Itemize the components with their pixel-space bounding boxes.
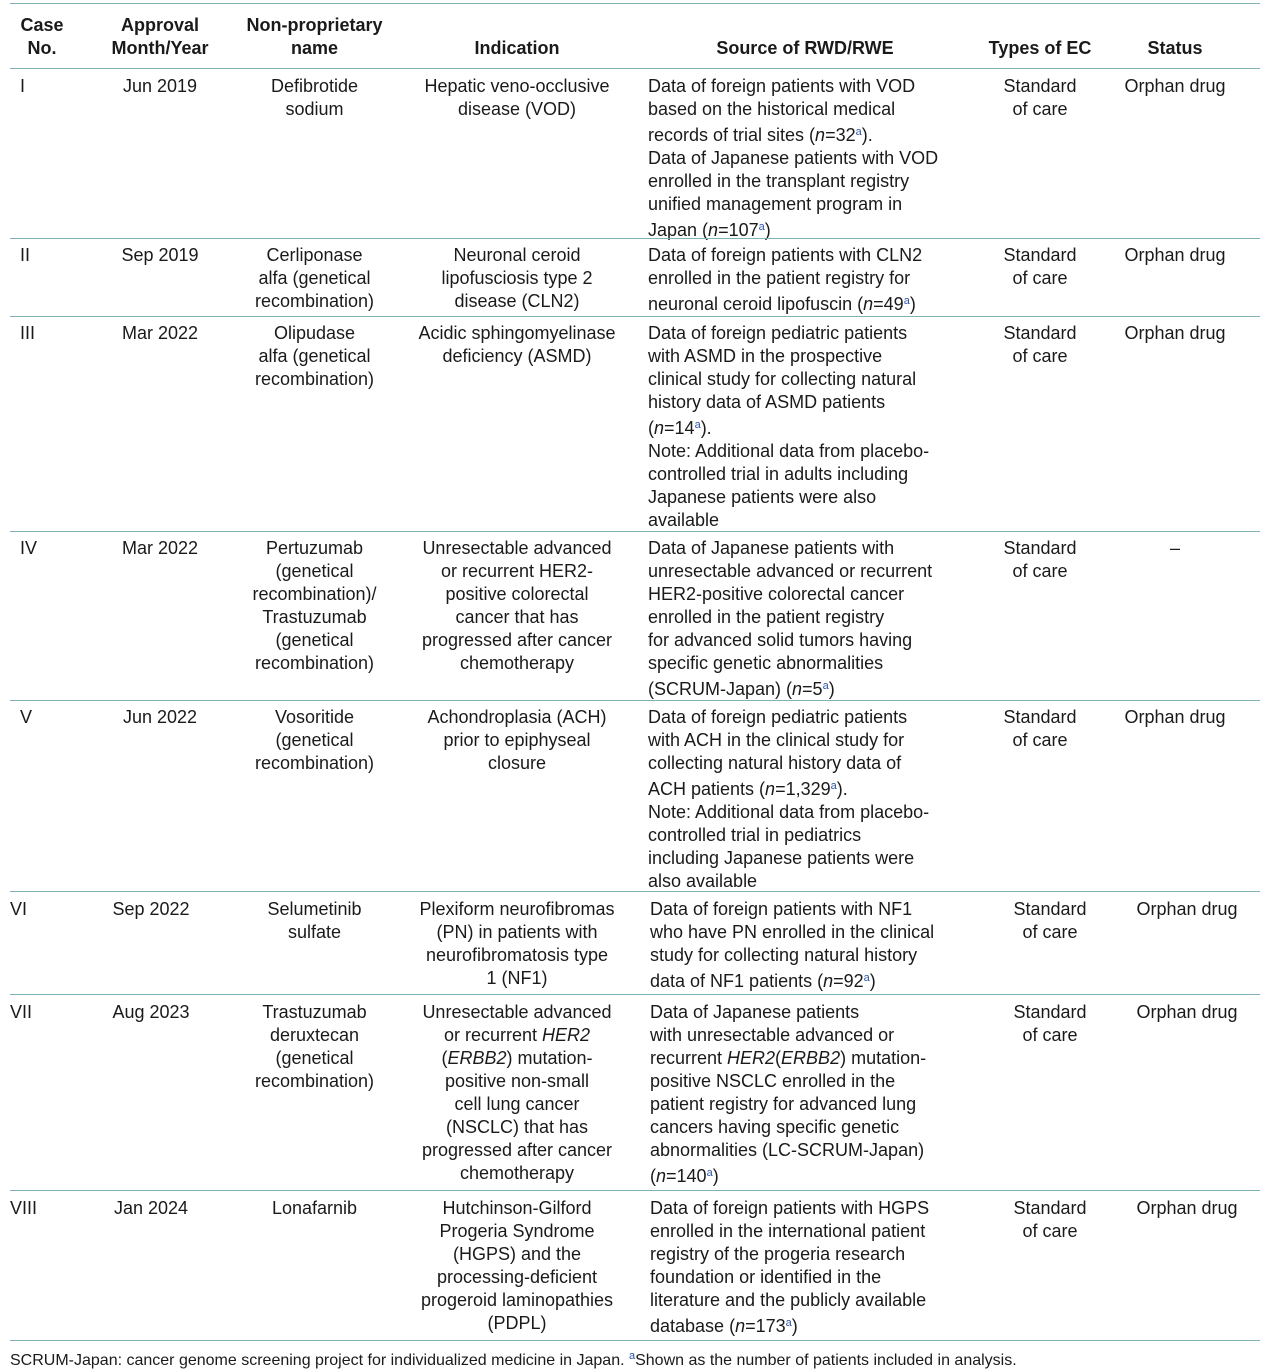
cell-status: Orphan drug xyxy=(1124,245,1226,265)
row-rule xyxy=(10,700,1260,701)
cell-status: Orphan drug xyxy=(1136,899,1238,919)
header-indication: Indication xyxy=(474,38,560,58)
cell-approval: Mar 2022 xyxy=(121,323,199,343)
cell-ec: Standard of care xyxy=(1003,323,1077,366)
cell-indication: Hepatic veno-occlusive disease (VOD) xyxy=(424,76,610,119)
cell-name: Trastuzumab deruxtecan (genetical recombination) xyxy=(254,1002,375,1091)
cell-case: III xyxy=(20,323,36,343)
cell-status: Orphan drug xyxy=(1136,1198,1238,1218)
header-approval: Approval Month/Year xyxy=(111,15,209,58)
cell-source: Data of Japanese patients with unresectable advanced or recurrent HER2-positive colorectal cancer enrolled in the patient registry for advanced solid tumors having specific genetic abnormalities (SCRUM-Japan) $(n=5^a)$ xyxy=(648,538,933,699)
row-rule xyxy=(10,994,1260,995)
cell-indication: Unresectable advanced or recurrent HER2- positive colorectal cancer that has progressed after cancer chemotherapy xyxy=(421,538,613,673)
cell-ec: Standard of care xyxy=(1003,707,1077,750)
cell-name: Vosoritide (genetical recombination) xyxy=(254,707,375,773)
cell-case: VI xyxy=(10,899,28,919)
cell-name: Lonafarnib xyxy=(271,1198,358,1218)
row-rule xyxy=(10,1190,1260,1191)
cell-approval: Jun 2019 xyxy=(122,76,198,96)
row-rule xyxy=(10,238,1260,239)
cell-status: Orphan drug xyxy=(1124,707,1226,727)
cell-name: Olipudase alfa (genetical recombination) xyxy=(254,323,375,389)
row-rule xyxy=(10,531,1260,532)
header-name: Non-proprietary name xyxy=(246,15,383,58)
cell-case: VII xyxy=(10,1002,33,1022)
cell-approval: Aug 2023 xyxy=(112,1002,190,1022)
table-bottom-rule xyxy=(10,1340,1260,1341)
cell-source: Data of foreign patients with HGPS enrolled in the international patient registry of the progeria research foundation or identified in the literature and the publicly available database $(n=173^a)$ xyxy=(650,1198,930,1336)
row-rule xyxy=(10,891,1260,892)
header-case: Case No. xyxy=(20,15,64,58)
table-top-rule xyxy=(10,3,1260,4)
cell-source: Data of foreign pediatric patients with ACH in the clinical study for collecting natural history data of ACH patients (n=1,329$^a$). Note: Additional data from placebo- controlled trial in pediatrics including Japanese patients were also available xyxy=(648,707,930,891)
cell-ec: Standard of care xyxy=(1013,1198,1087,1241)
cell-status: Orphan drug xyxy=(1136,1002,1238,1022)
header-status: Status xyxy=(1147,38,1203,58)
cell-approval: Sep 2019 xyxy=(121,245,199,265)
header-rule xyxy=(10,68,1260,69)
cell-name: Selumetinib sulfate xyxy=(267,899,362,942)
cell-indication: Achondroplasia (ACH) prior to epiphyseal closure xyxy=(427,707,607,773)
cell-approval: Mar 2022 xyxy=(121,538,199,558)
cell-case: V xyxy=(20,707,33,727)
cell-name: Pertuzumab (genetical recombination)/ Trastuzumab (genetical recombination) xyxy=(252,538,377,673)
cell-indication: Acidic sphingomyelinase deficiency (ASMD) xyxy=(418,323,616,366)
cell-indication: Hutchinson-Gilford Progeria Syndrome (HGPS) and the processing-deficient progeroid laminopathies (PDPL) xyxy=(420,1198,614,1333)
cell-approval: Jan 2024 xyxy=(113,1198,189,1218)
cell-case: I xyxy=(20,76,26,96)
cell-source: Data of foreign patients with NF1 who have PN enrolled in the clinical study for collecting natural history data of NF1 patients $(n=92^a)$ xyxy=(650,899,935,991)
cell-status: Orphan drug xyxy=(1124,323,1226,343)
footnote: SCRUM-Japan: cancer genome screening project for individualized medicine in Japan. $^a$Shown as the number of patients included in analysis. xyxy=(10,1350,1017,1369)
cell-case: VIII xyxy=(10,1198,38,1218)
cell-source: Data of Japanese patients with unresectable advanced or recurrent HER2(ERBB2) mutation- positive NSCLC enrolled in the patient registry for advanced lung cancers having specific genetic abnormalities (LC-SCRUM-Japan) $(n=140^a)$ xyxy=(650,1002,927,1186)
cell-ec: Standard of care xyxy=(1013,1002,1087,1045)
cell-ec: Standard of care xyxy=(1003,538,1077,581)
cell-status: Orphan drug xyxy=(1124,76,1226,96)
cell-source: Data of foreign patients with CLN2 enrolled in the patient registry for neuronal ceroid lipofuscin $(n=49^a)$ xyxy=(648,245,923,314)
cell-indication: Unresectable advanced or recurrent HER2 (ERBB2) mutation- positive non-small cell lung cancer (NSCLC) that has progressed after cancer chemotherapy xyxy=(421,1002,613,1183)
cell-ec: Standard of care xyxy=(1003,76,1077,119)
header-source: Source of RWD/RWE xyxy=(716,38,894,58)
cell-source: Data of foreign pediatric patients with ASMD in the prospective clinical study for collecting natural history data of ASMD patients $(n=14^a)$. Note: Additional data from placebo- controlled trial in adults including Japanese patients were also available xyxy=(648,323,930,530)
cell-name: Defibrotide sodium xyxy=(270,76,359,119)
row-rule xyxy=(10,316,1260,317)
cell-case: IV xyxy=(20,538,38,558)
cell-ec: Standard of care xyxy=(1003,245,1077,288)
cell-approval: Jun 2022 xyxy=(122,707,198,727)
cell-approval: Sep 2022 xyxy=(112,899,190,919)
cell-indication: Neuronal ceroid lipofusciosis type 2 disease (CLN2) xyxy=(441,245,593,311)
cell-name: Cerliponase alfa (genetical recombination) xyxy=(254,245,375,311)
header-ec: Types of EC xyxy=(988,38,1092,58)
cell-indication: Plexiform neurofibromas (PN) in patients with neurofibromatosis type 1 (NF1) xyxy=(419,899,615,988)
cell-source: Data of foreign patients with VOD based on the historical medical records of trial sites $(n=32^a)$. Data of Japanese patients with VOD enrolled in the transplant registry unified management program in Japan $(n=107^a)$ xyxy=(648,76,939,240)
cell-ec: Standard of care xyxy=(1013,899,1087,942)
cell-case: II xyxy=(20,245,31,265)
cell-status: – xyxy=(1169,538,1180,558)
